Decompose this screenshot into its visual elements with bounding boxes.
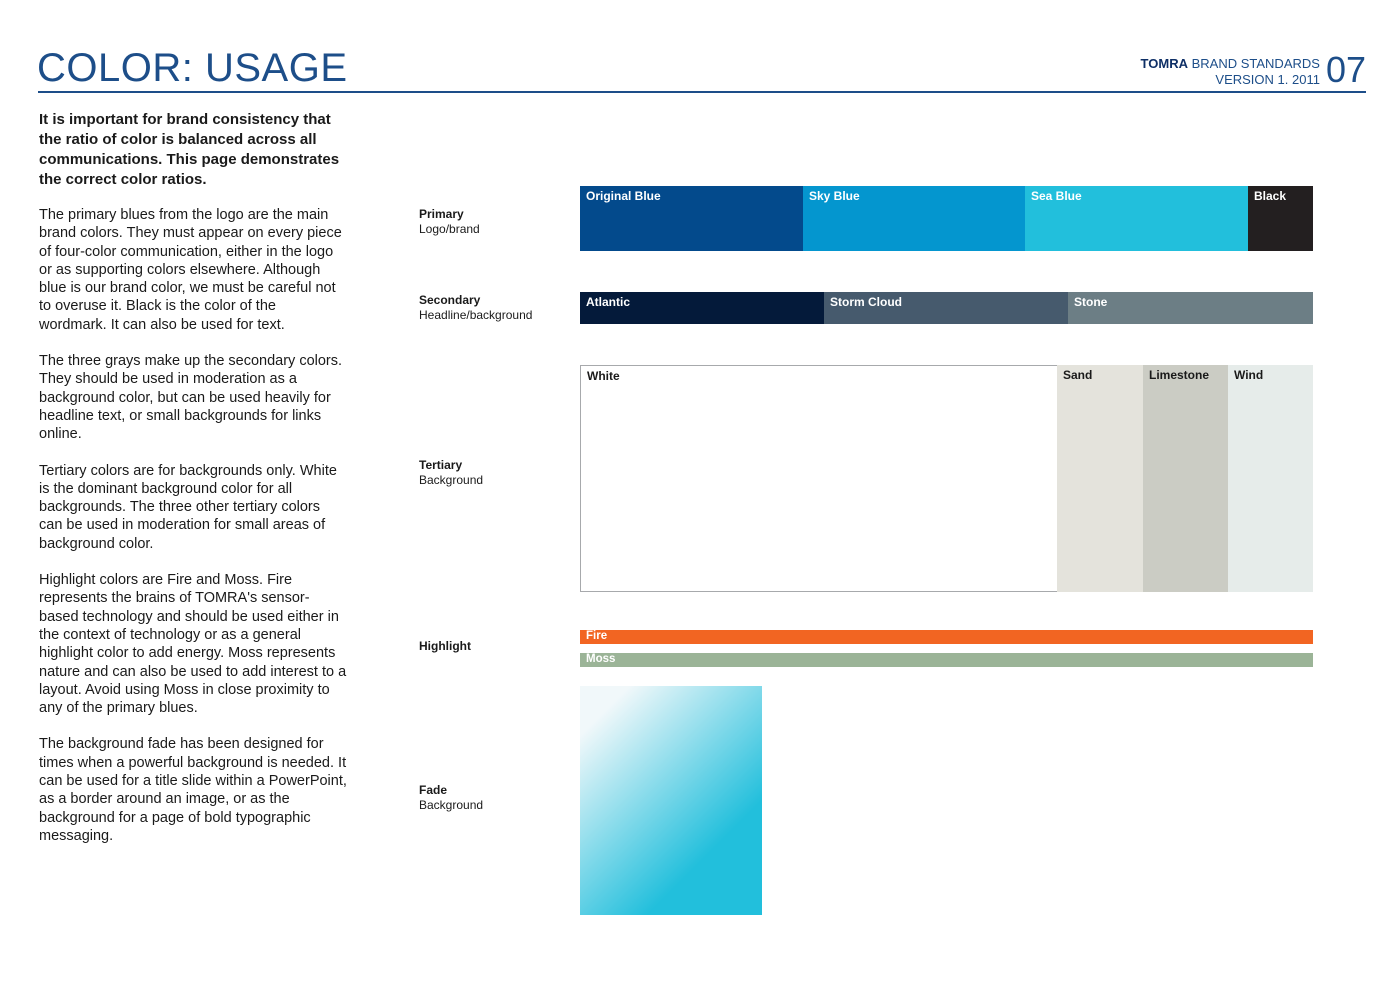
document-subtitle: BRAND STANDARDS xyxy=(1191,56,1320,71)
swatch-storm-cloud xyxy=(824,292,1068,324)
swatch-label: Fire xyxy=(586,630,608,642)
swatch-sea-blue xyxy=(1025,186,1248,251)
swatch-stone xyxy=(1068,292,1313,324)
version-label: VERSION 1. 2011 xyxy=(1215,72,1320,87)
swatch-original-blue xyxy=(580,186,803,251)
secondary-name: Secondary xyxy=(419,293,481,307)
swatch-label: Original Blue xyxy=(586,189,661,203)
tertiary-name: Tertiary xyxy=(419,458,463,472)
swatch-label: Stone xyxy=(1074,295,1108,309)
secondary-paragraph: The three grays make up the secondary colors. They should be used in moderation as a background color, but can be used heavily for headline text, or small backgrounds for links online. xyxy=(39,353,343,443)
swatch-label: Storm Cloud xyxy=(830,295,902,309)
swatch-label: White xyxy=(587,369,620,383)
primary-usage: Logo/brand xyxy=(419,222,480,236)
swatch-label: Atlantic xyxy=(586,295,631,309)
page-title: COLOR: USAGE xyxy=(37,46,348,90)
swatch-label: Moss xyxy=(586,653,616,665)
fade-paragraph: The background fade has been designed for times when a powerful background is needed. It can be used for a title slide within a PowerPoint, as a border around an image, or as the background for a page of bold typographic messaging. xyxy=(39,736,347,844)
swatch-limestone xyxy=(1143,365,1228,592)
header-meta-block xyxy=(1140,49,1366,90)
page-number: 07 xyxy=(1325,49,1366,90)
secondary-group-label xyxy=(419,293,532,323)
swatch-label: Limestone xyxy=(1149,368,1210,382)
header-rule xyxy=(38,91,1366,93)
tertiary-group-label xyxy=(419,458,483,488)
fade-usage: Background xyxy=(419,798,484,812)
swatch-label: Sand xyxy=(1063,368,1093,382)
swatch-moss xyxy=(580,653,1313,667)
swatch-sky-blue xyxy=(803,186,1025,251)
swatch-sand xyxy=(1057,365,1143,592)
swatch-label: Wind xyxy=(1234,368,1264,382)
primary-name: Primary xyxy=(419,207,464,221)
highlight-group-label xyxy=(419,639,471,654)
swatch-label: Black xyxy=(1254,189,1287,203)
brand-name: TOMRA xyxy=(1140,56,1188,71)
secondary-usage: Headline/background xyxy=(419,308,533,322)
swatch-atlantic xyxy=(580,292,824,324)
swatch-label: Sea Blue xyxy=(1031,189,1082,203)
swatch-fade-gradient xyxy=(580,686,762,915)
body-text-column xyxy=(39,110,347,863)
header-meta xyxy=(1141,56,1320,88)
primary-group-label xyxy=(419,207,480,237)
intro-text: It is important for brand consistency that the ratio of color is balanced across all communications. This page demonstrates the correct color ratios. xyxy=(39,111,340,188)
swatch-wind xyxy=(1228,365,1313,592)
highlight-paragraph: Highlight colors are Fire and Moss. Fire represents the brains of TOMRA's sensor-based technology and should be used either in the context of technology or as a general highlight color to add energy. Moss represents nature and can also be used to add interest to a layout. Avoid using Moss in close proximity to any of the primary blues. xyxy=(39,572,347,717)
swatch-black xyxy=(1248,186,1313,251)
swatch-fire xyxy=(580,630,1313,644)
fade-group-label xyxy=(419,783,483,813)
fade-name: Fade xyxy=(419,783,448,797)
tertiary-paragraph: Tertiary colors are for backgrounds only. White is the dominant background color for all backgrounds. The three other tertiary colors can be used in moderation for small areas of background color. xyxy=(39,462,337,552)
primary-paragraph: The primary blues from the logo are the main brand colors. They must appear on every piece of four-color communication, either in the logo or as supporting colors elsewhere. Although blue is our brand color, we must be careful not to overuse it. Black is the color of the wordmark. It can also be used for text. xyxy=(39,207,342,333)
swatch-white xyxy=(580,365,1058,592)
swatch-label: Sky Blue xyxy=(809,189,860,203)
highlight-name: Highlight xyxy=(419,639,471,653)
tertiary-usage: Background xyxy=(419,473,484,487)
